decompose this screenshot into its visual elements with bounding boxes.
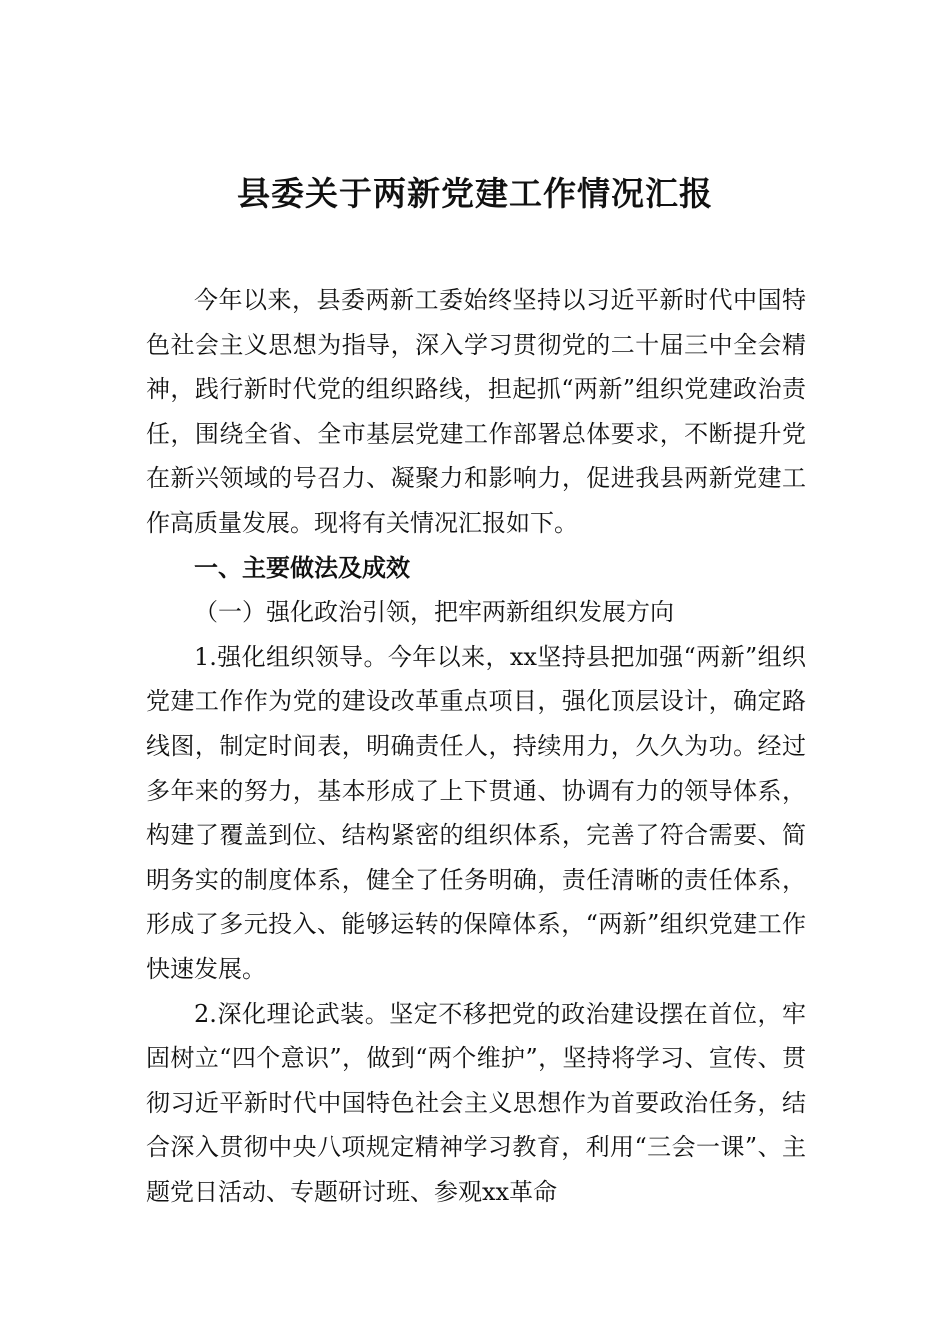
section-heading: 一、主要做法及成效 xyxy=(194,553,410,582)
body-paragraph-1: 1.强化组织领导。今年以来，xx坚持县把加强“两新”组织党建工作作为党的建设改革重点项目，强化顶层设计，确定路线图，制定时间表，明确责任人，持续用力，久久为功。经过多年来的努力，基本形成了上下贯通、协调有力的领导体系，构建了覆盖到位、结构紧密的组织体系，完善了符合需要、简明务实的制度体系，健全了任务明确，责任清晰的责任体系，形成了多元投入、能够运转的保障体系，“两新”组织党建工作快速发展。 xyxy=(146,642,806,983)
body-paragraph-2: 2.深化理论武装。坚定不移把党的政治建设摆在首位，牢固树立“四个意识”，做到“两个维护”，坚持将学习、宣传、贯彻习近平新时代中国特色社会主义思想作为首要政治任务，结合深入贯彻中央八项规定精神学习教育，利用“三会一课”、主题党日活动、专题研讨班、参观xx革命 xyxy=(146,999,806,1206)
document-body xyxy=(146,278,806,1214)
subsection-heading: （一）强化政治引领，把牢两新组织发展方向 xyxy=(194,598,674,627)
intro-paragraph: 今年以来，县委两新工委始终坚持以习近平新时代中国特色社会主义思想为指导，深入学习贯彻党的二十届三中全会精神，践行新时代党的组织路线，担起抓“两新”组织党建政治责任，围绕全省、全市基层党建工作部署总体要求，不断提升党在新兴领域的号召力、凝聚力和影响力，促进我县两新党建工作高质量发展。现将有关情况汇报如下。 xyxy=(146,286,806,537)
document-title: 县委关于两新党建工作情况汇报 xyxy=(237,174,713,213)
